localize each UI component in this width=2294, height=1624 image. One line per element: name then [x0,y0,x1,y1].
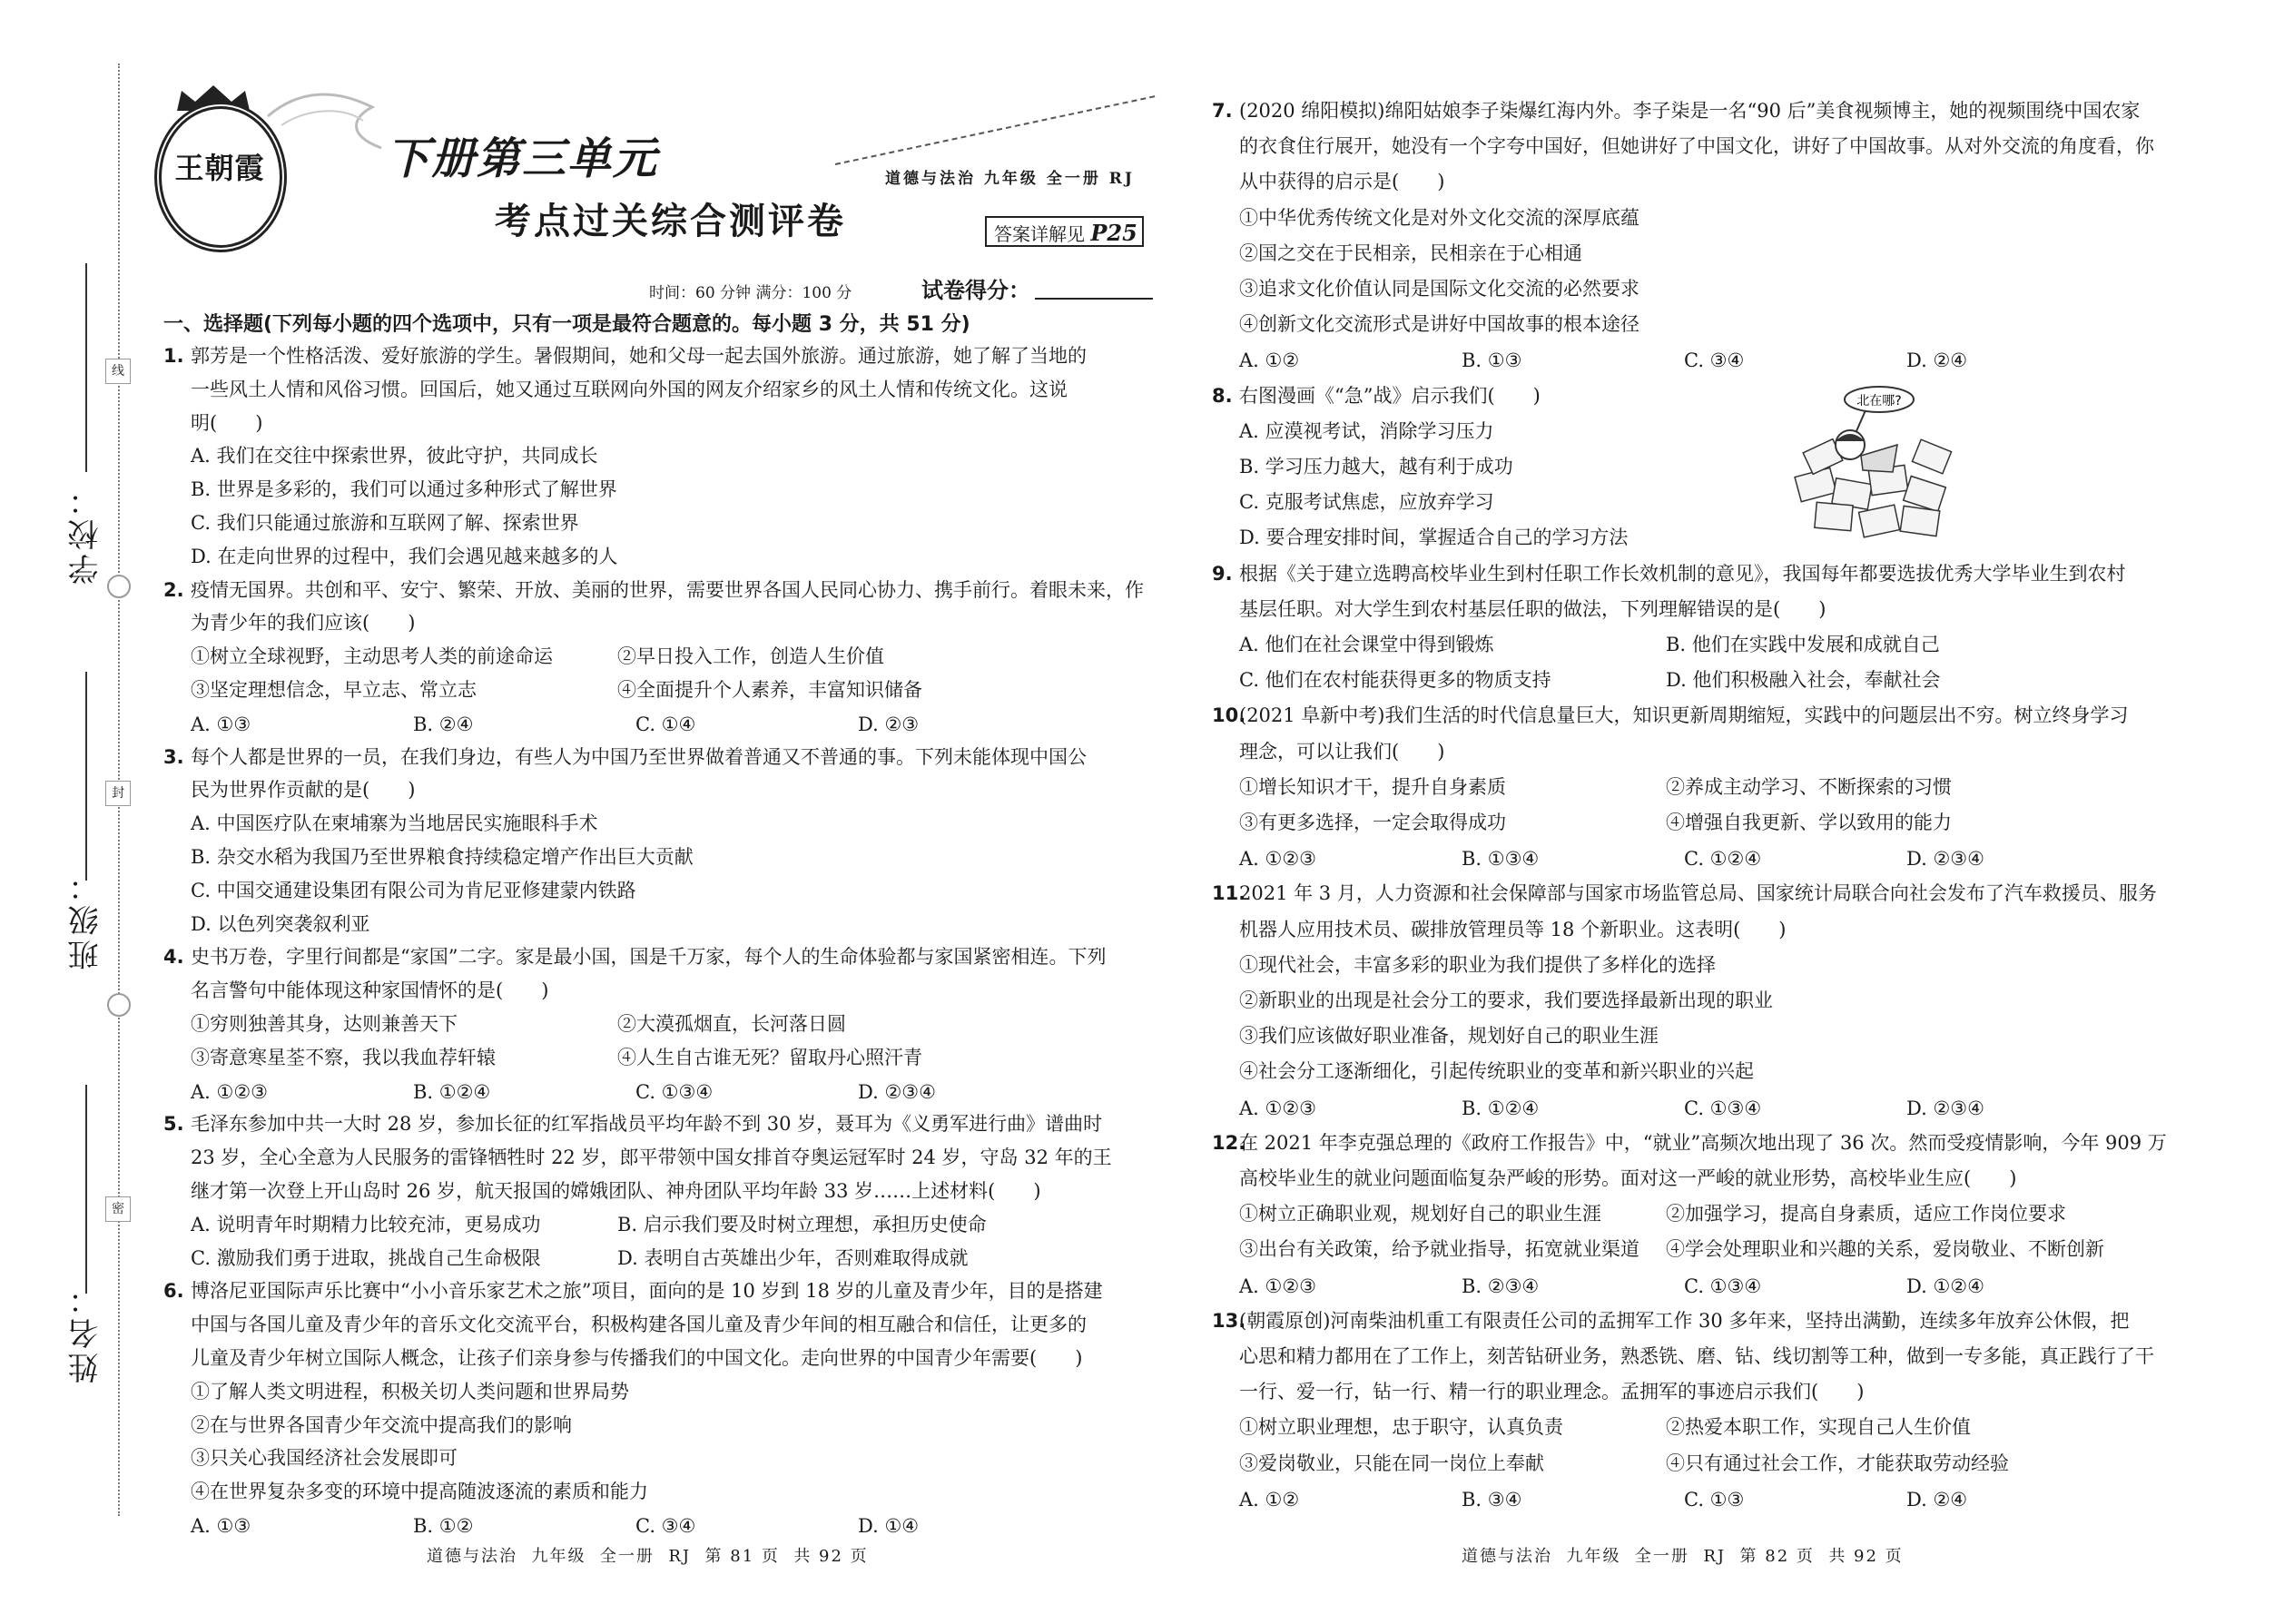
question-line [163,806,598,842]
question-line [163,907,369,942]
question-text: (2021 阜新中考)我们生活的时代信息量巨大，知识更新周期缩短，实践中的问题层出不穷。树立终身学习 [1239,704,2129,727]
question-line [163,1408,572,1443]
question-text: 毛泽东参加中共一大时 28 岁，参加长征的红军指战员平均年龄不到 30 岁，聂耳为《义勇军进行曲》谱曲时 [191,1113,1103,1136]
answer-option: C. ①④ [635,713,696,735]
question-line [163,472,617,507]
question-text: ④创新文化交流形式是讲好中国故事的根本途径 [1239,313,1639,336]
question-line [1212,1446,1544,1481]
question-text: 高校毕业生的就业问题面临复杂严峻的形势。面对这一严峻的就业形势，高校毕业生应( ) [1239,1167,2017,1189]
answer-option: D. ①④ [858,1515,920,1537]
question-text: 儿童及青少年树立国际人概念，让孩子们亲身参与传播我们的中国文化。走向世界的中国青少年需要( ) [191,1347,1083,1369]
question-text: C. 中国交通建设集团有限公司为肯尼亚修建蒙内铁路 [191,879,636,901]
question-text: 一些风土人情和风俗习惯。回国后，她又通过互联网向外国的网友介绍家乡的风土人情和传统文化。这说 [191,378,1068,400]
question-text: C. 克服考试焦虑，应放弃学习 [1239,491,1494,514]
question-text: 史书万卷，字里行间都是“家国”二字。家是最小国，国是千万家，每个人的生命体验都与家国紧密相连。下列 [191,946,1107,969]
question-text: 民为世界作贡献的是( ) [191,779,416,802]
question-text-right: ②养成主动学习、不断探索的习惯 [1666,775,1952,798]
question-text-right: B. 他们在实践中发展和成就自己 [1666,634,1940,655]
question-text: 心思和精力都用在了工作上，刻苦钻研业务，熟悉铣、磨、钻、线切割等工种，做到一专多能，真正践行了干 [1239,1345,2154,1367]
question-line [1212,734,1444,770]
question-line [163,1040,496,1076]
question-text: ①穷则独善其身，达则兼善天下 [191,1013,458,1035]
answer-option: B. ①② [413,1515,474,1537]
question-text: ③寄意寒星荃不察，我以我血荐轩辕 [191,1046,496,1068]
question-number: 8. [1212,384,1233,407]
question-line [1212,663,1551,698]
question-text: 名言警句中能体现这种家国情怀的是( ) [191,979,549,1002]
question-line [163,438,598,474]
question-line [163,1140,1112,1176]
answer-option: C. ①③④ [635,1080,714,1103]
question-line [1212,449,1513,485]
question-line [163,973,548,1009]
answer-option: C. ①③④ [1684,1275,1762,1297]
question-text-right: B. 启示我们要及时树立理想，承担历史使命 [617,1213,987,1235]
question-text: 每个人都是世界的一员，在我们身边，有些人为中国乃至世界做着普通又不普通的事。下列未能体现中国公 [191,745,1087,768]
question-line-first [163,740,1087,775]
question-text: 明( ) [191,411,263,434]
question-text: 疫情无国界。共创和平、安宁、繁荣、开放、美丽的世界，需要世界各国人民同心协力、携手前行。着眼未来，作 [191,578,1144,601]
question-line [1212,627,1494,663]
question-line [1212,236,1582,271]
name-label: 姓名： [68,1280,104,1383]
question-number: 5. [163,1113,184,1136]
answer-option: C. ③④ [635,1515,696,1537]
question-text-right: ②热爱本职工作，实现自己人生价值 [1666,1416,1971,1439]
question-number: 6. [163,1280,184,1303]
question-line-first [163,1274,1103,1309]
question-line [1212,485,1494,520]
question-text: 机器人应用技术员、碳排放管理员等 18 个新职业。这表明( ) [1239,918,1787,940]
school-fill-line [85,263,87,472]
logo-text: 王朝霞 [174,151,265,185]
question-text: 博洛尼亚国际声乐比赛中“小小音乐家艺术之旅”项目，面向的是 10 岁到 18 岁的儿童及青少年，目的是搭建 [191,1280,1103,1303]
question-line [1212,520,1628,556]
question-line [1212,1019,1659,1054]
question-line-first [1212,698,2129,733]
question-line [1212,307,1639,342]
section-title: 一、选择题(下列每小题的四个选项中，只有一项是最符合题意的。每小题 3 分，共 51 分) [163,313,970,336]
answer-option: D. ②③④ [858,1080,936,1103]
question-text: 为青少年的我们应该( ) [191,612,416,635]
question-text: ②国之交在于民相亲，民相亲在于心相通 [1239,241,1582,264]
question-text: 一行、爱一行，钻一行、精一行的职业理念。孟拥军的事迹启示我们( ) [1239,1381,1865,1403]
answer-option: B. ①②④ [1462,1097,1540,1119]
answer-option: A. ①②③ [191,1080,268,1103]
question-line-first [163,339,1087,374]
question-line-first [1212,876,2157,911]
answer-option: B. ①③④ [1462,848,1540,871]
question-text-right: D. 他们积极融入社会，奉献社会 [1666,669,1941,692]
question-text: ③爱岗敬业，只能在同一岗位上奉献 [1239,1452,1544,1474]
question-text: 的衣食住行展开，她没有一个字夸中国好，但她讲好了中国文化，讲好了中国故事。从对外交流的角度看，你 [1239,135,2154,158]
answer-option: A. ①③ [191,1515,251,1537]
question-number: 12. [1212,1131,1246,1154]
question-line-first [163,940,1106,975]
question-text: B. 学习压力越大，越有利于成功 [1239,456,1513,477]
question-line [163,1474,648,1510]
question-line [163,840,694,875]
question-line [163,506,579,541]
question-text: ①中华优秀传统文化是对外文化交流的深厚底蕴 [1239,206,1639,229]
question-text: 继才第一次登上开山岛时 26 岁，航天报国的嫦娥团队、神舟团队平均年龄 33 岁……上述材料( ) [191,1180,1041,1202]
question-text: ③只关心我国经济社会发展即可 [191,1447,458,1470]
question-text: (2020 绵阳模拟)绵阳姑娘李子柒爆红海内外。李子柒是一名“90 后”美食视频博主，她的视频围绕中国农家 [1239,100,2141,122]
question-text: 中国与各国儿童及青少年的音乐文化交流平台，积极构建各国儿童及青少年间的相互融合和信任，让更多的 [191,1314,1087,1336]
question-text: B. 世界是多彩的，我们可以通过多种形式了解世界 [191,478,617,501]
question-text-right: ④只有通过社会工作，才能获取劳动经验 [1666,1452,2009,1474]
question-text-right: ②大漠孤烟直，长河落日圆 [617,1013,846,1035]
answer-reference [985,216,1144,247]
question-line [163,539,617,575]
question-line [163,372,1068,408]
answer-option: B. ①②④ [413,1080,491,1103]
question-number: 9. [1212,562,1233,585]
sub-title: 考点过关综合测评卷 [495,201,846,242]
score-label: 试卷得分： [921,278,1030,303]
question-number: 4. [163,946,184,969]
question-text-right: ④人生自古谁无死？留取丹心照汗青 [617,1046,922,1068]
question-line [1212,983,1773,1019]
question-text: B. 杂交水稻为我国乃至世界粮食持续稳定增产作出巨大贡献 [191,846,694,868]
question-text: D. 在走向世界的过程中，我们会遇见越来越多的人 [191,545,618,567]
question-text: A. 应漠视考试，消除学习压力 [1239,419,1494,442]
question-line [1212,271,1639,307]
question-line-first [1212,1304,2129,1339]
question-line [163,1007,458,1042]
question-number: 13. [1212,1309,1246,1332]
question-text: 基层任职。对大学生到农村基层任职的做法，下列理解错误的是( ) [1239,597,1826,620]
question-text: C. 激励我们勇于进取，挑战自己生命极限 [191,1246,541,1269]
answer-option: C. ③④ [1684,349,1745,372]
comic-illustration [1779,381,1961,540]
question-line [163,1374,629,1410]
answer-option: D. ②④ [1906,1488,1968,1511]
question-line [163,873,636,909]
question-line-first [1212,94,2140,129]
series-label: 道德与法治 九年级 全一册 RJ [885,170,1135,188]
seal-char-xian: 线 [105,359,131,384]
question-text-right: ②早日投入工作，创造人生价值 [617,645,884,668]
class-label: 班级： [68,867,104,970]
question-text: 理念，可以让我们( ) [1239,740,1445,763]
question-line [163,1207,541,1243]
question-text: C. 他们在农村能获得更多的物质支持 [1239,669,1551,692]
ribbon-icon [263,80,390,153]
question-text: ④社会分工逐渐细化，引起传统职业的变革和新兴职业的兴起 [1239,1060,1754,1083]
answer-option: D. ②③④ [1906,1097,1984,1119]
answer-option: A. ①②③ [1239,1275,1316,1297]
question-line [1212,1339,2154,1374]
question-line [163,639,553,674]
question-text: (朝霞原创)河南柴油机重工有限责任公司的孟拥军工作 30 多年来，坚持出满勤，连续多年放弃公休假，把 [1239,1309,2130,1332]
question-line [1212,912,1786,948]
question-line [163,673,477,708]
question-text: ③出台有关政策，给予就业指导，拓宽就业渠道 [1239,1238,1639,1261]
question-line [1212,1196,1601,1232]
question-text-right: ④全面提升个人素养，丰富知识储备 [617,679,922,701]
question-text: 根据《关于建立选聘高校毕业生到村任职工作长效机制的意见》，我国每年都要选拔优秀大学毕业生到农村 [1239,562,2126,585]
question-text: 郭芳是一个性格活泼、爱好旅游的学生。暑假期间，她和父母一起去国外旅游。通过旅游，她了解了当地的 [191,345,1087,367]
question-text: D. 要合理安排时间，掌握适合自己的学习方法 [1239,527,1629,549]
question-line [1212,1410,1563,1445]
answer-ref-page: P25 [1090,220,1137,246]
binding-ring-2 [107,993,131,1017]
question-line [1212,805,1506,841]
question-line-first [163,1107,1102,1142]
question-line [1212,948,1716,983]
question-line [163,406,262,441]
question-text: 2021 年 3 月，人力资源和社会保障部与国家市场监管总局、国家统计局联合向社会发布了汽车救援员、服务 [1239,882,2157,905]
question-line [1212,164,1444,200]
name-fill-line [85,1085,87,1294]
answer-option: C. ①③④ [1684,1097,1762,1119]
answer-option: D. ②③ [858,713,920,735]
question-line [1212,201,1639,236]
decorative-dashed-line [835,95,1156,165]
question-line [163,1174,1041,1209]
time-score-info: 时间：60 分钟 满分：100 分 [649,284,852,302]
question-text: ②新职业的出现是社会分工的要求，我们要选择最新出现的职业 [1239,989,1773,1011]
question-text-right: ④增强自我更新、学以致用的能力 [1666,812,1952,833]
question-line [1212,1054,1754,1089]
question-line [1212,1374,1864,1410]
question-line [163,773,415,808]
answer-option: B. ③④ [1462,1488,1522,1511]
answer-option: A. ①③ [191,713,251,735]
answer-ref-prefix: 答案详解见 [994,223,1085,245]
question-text: ③追求文化价值认同是国际文化交流的必然要求 [1239,278,1639,300]
question-text: ①树立职业理想，忠于职守，认真负责 [1239,1416,1563,1439]
question-text: 23 岁，全心全意为人民服务的雷锋牺牲时 22 岁，郎平带领中国女排首夺奥运冠军时 24 岁，守岛 32 年的王 [191,1147,1112,1169]
question-line [163,1241,541,1276]
question-text: ②在与世界各国青少年交流中提高我们的影响 [191,1413,572,1436]
question-line-first [1212,1126,2167,1161]
question-text: D. 以色列突袭叙利亚 [191,912,370,935]
question-line [163,1441,458,1476]
question-number: 11. [1212,882,1246,905]
score-fill-line [1035,298,1153,300]
question-line [163,605,415,641]
answer-option: C. ①③ [1684,1488,1745,1511]
unit-title: 下册第三单元 [386,133,659,184]
question-line-first [1212,556,2126,592]
question-line [1212,770,1506,805]
question-number: 1. [163,345,184,367]
question-text: A. 说明青年时期精力比较充沛，更易成功 [191,1213,541,1235]
question-text: ①了解人类文明进程，积极关切人类问题和世界局势 [191,1380,629,1403]
seal-char-feng: 封 [105,781,131,806]
answer-option: D. ②③④ [1906,848,1984,871]
question-text: A. 中国医疗队在柬埔寨为当地居民实施眼科手术 [191,812,598,835]
answer-option: C. ①②④ [1684,848,1762,871]
question-text-right: D. 表明自古英雄出少年，否则难取得成就 [617,1246,969,1269]
answer-option: B. ②④ [413,713,474,735]
question-text: A. 他们在社会课堂中得到锻炼 [1239,634,1494,655]
question-number: 3. [163,745,184,768]
question-line [1212,1232,1639,1267]
question-line [1212,592,1826,627]
question-text: ①树立全球视野，主动思考人类的前途命运 [191,645,553,668]
answer-option: D. ②④ [1906,349,1968,372]
answer-option: A. ①②③ [1239,1097,1316,1119]
question-line [163,1341,1082,1376]
question-text: ③我们应该做好职业准备，规划好自己的职业生涯 [1239,1025,1659,1048]
footer-right: 道德与法治 九年级 全一册 RJ 第 82 页 共 92 页 [1462,1547,1904,1566]
question-number: 10. [1212,704,1246,727]
answer-option: A. ①② [1239,349,1300,372]
answer-option: B. ②③④ [1462,1275,1540,1297]
question-line [1212,1161,2016,1196]
question-text: C. 我们只能通过旅游和互联网了解、探索世界 [191,512,579,534]
question-text: ③有更多选择，一定会取得成功 [1239,812,1506,833]
question-text: ①增长知识才干，提升自身素质 [1239,775,1506,798]
comic-bubble-text: 北在哪? [1856,394,1902,408]
answer-option: D. ①②④ [1906,1275,1984,1297]
binding-ring-1 [107,575,131,598]
question-text-right: ②加强学习，提高自身素质，适应工作岗位要求 [1666,1203,2066,1225]
question-text: A. 我们在交往中探索世界，彼此守护，共同成长 [191,445,598,468]
answer-option: A. ①②③ [1239,848,1316,871]
question-text: 在 2021 年李克强总理的《政府工作报告》中，“就业”高频次地出现了 36 次。然而受疫情影响，今年 909 万 [1239,1131,2167,1154]
question-line [1212,414,1494,449]
question-line [1212,129,2154,164]
question-line-first [163,573,1144,608]
seal-char-mi: 密 [105,1196,131,1222]
question-text: ①树立正确职业观，规划好自己的职业生涯 [1239,1203,1601,1225]
question-text: ③坚定理想信念，早立志、常立志 [191,679,477,701]
footer-left: 道德与法治 九年级 全一册 RJ 第 81 页 共 92 页 [427,1547,869,1566]
question-text: ④在世界复杂多变的环境中提高随波逐流的素质和能力 [191,1481,648,1503]
question-line [163,1307,1087,1343]
question-text: 从中获得的启示是( ) [1239,171,1445,193]
question-line-first [1212,379,1541,414]
question-text: ①现代社会，丰富多彩的职业为我们提供了多样化的选择 [1239,953,1716,976]
answer-option: B. ①③ [1462,349,1522,372]
class-fill-line [85,672,87,881]
question-text: 右图漫画《“急”战》启示我们( ) [1239,384,1541,407]
question-number: 7. [1212,100,1233,122]
question-text-right: ④学会处理职业和兴趣的关系，爱岗敬业、不断创新 [1666,1238,2104,1261]
school-label: 学校： [68,481,104,585]
question-number: 2. [163,578,184,601]
answer-option: A. ①② [1239,1488,1300,1511]
